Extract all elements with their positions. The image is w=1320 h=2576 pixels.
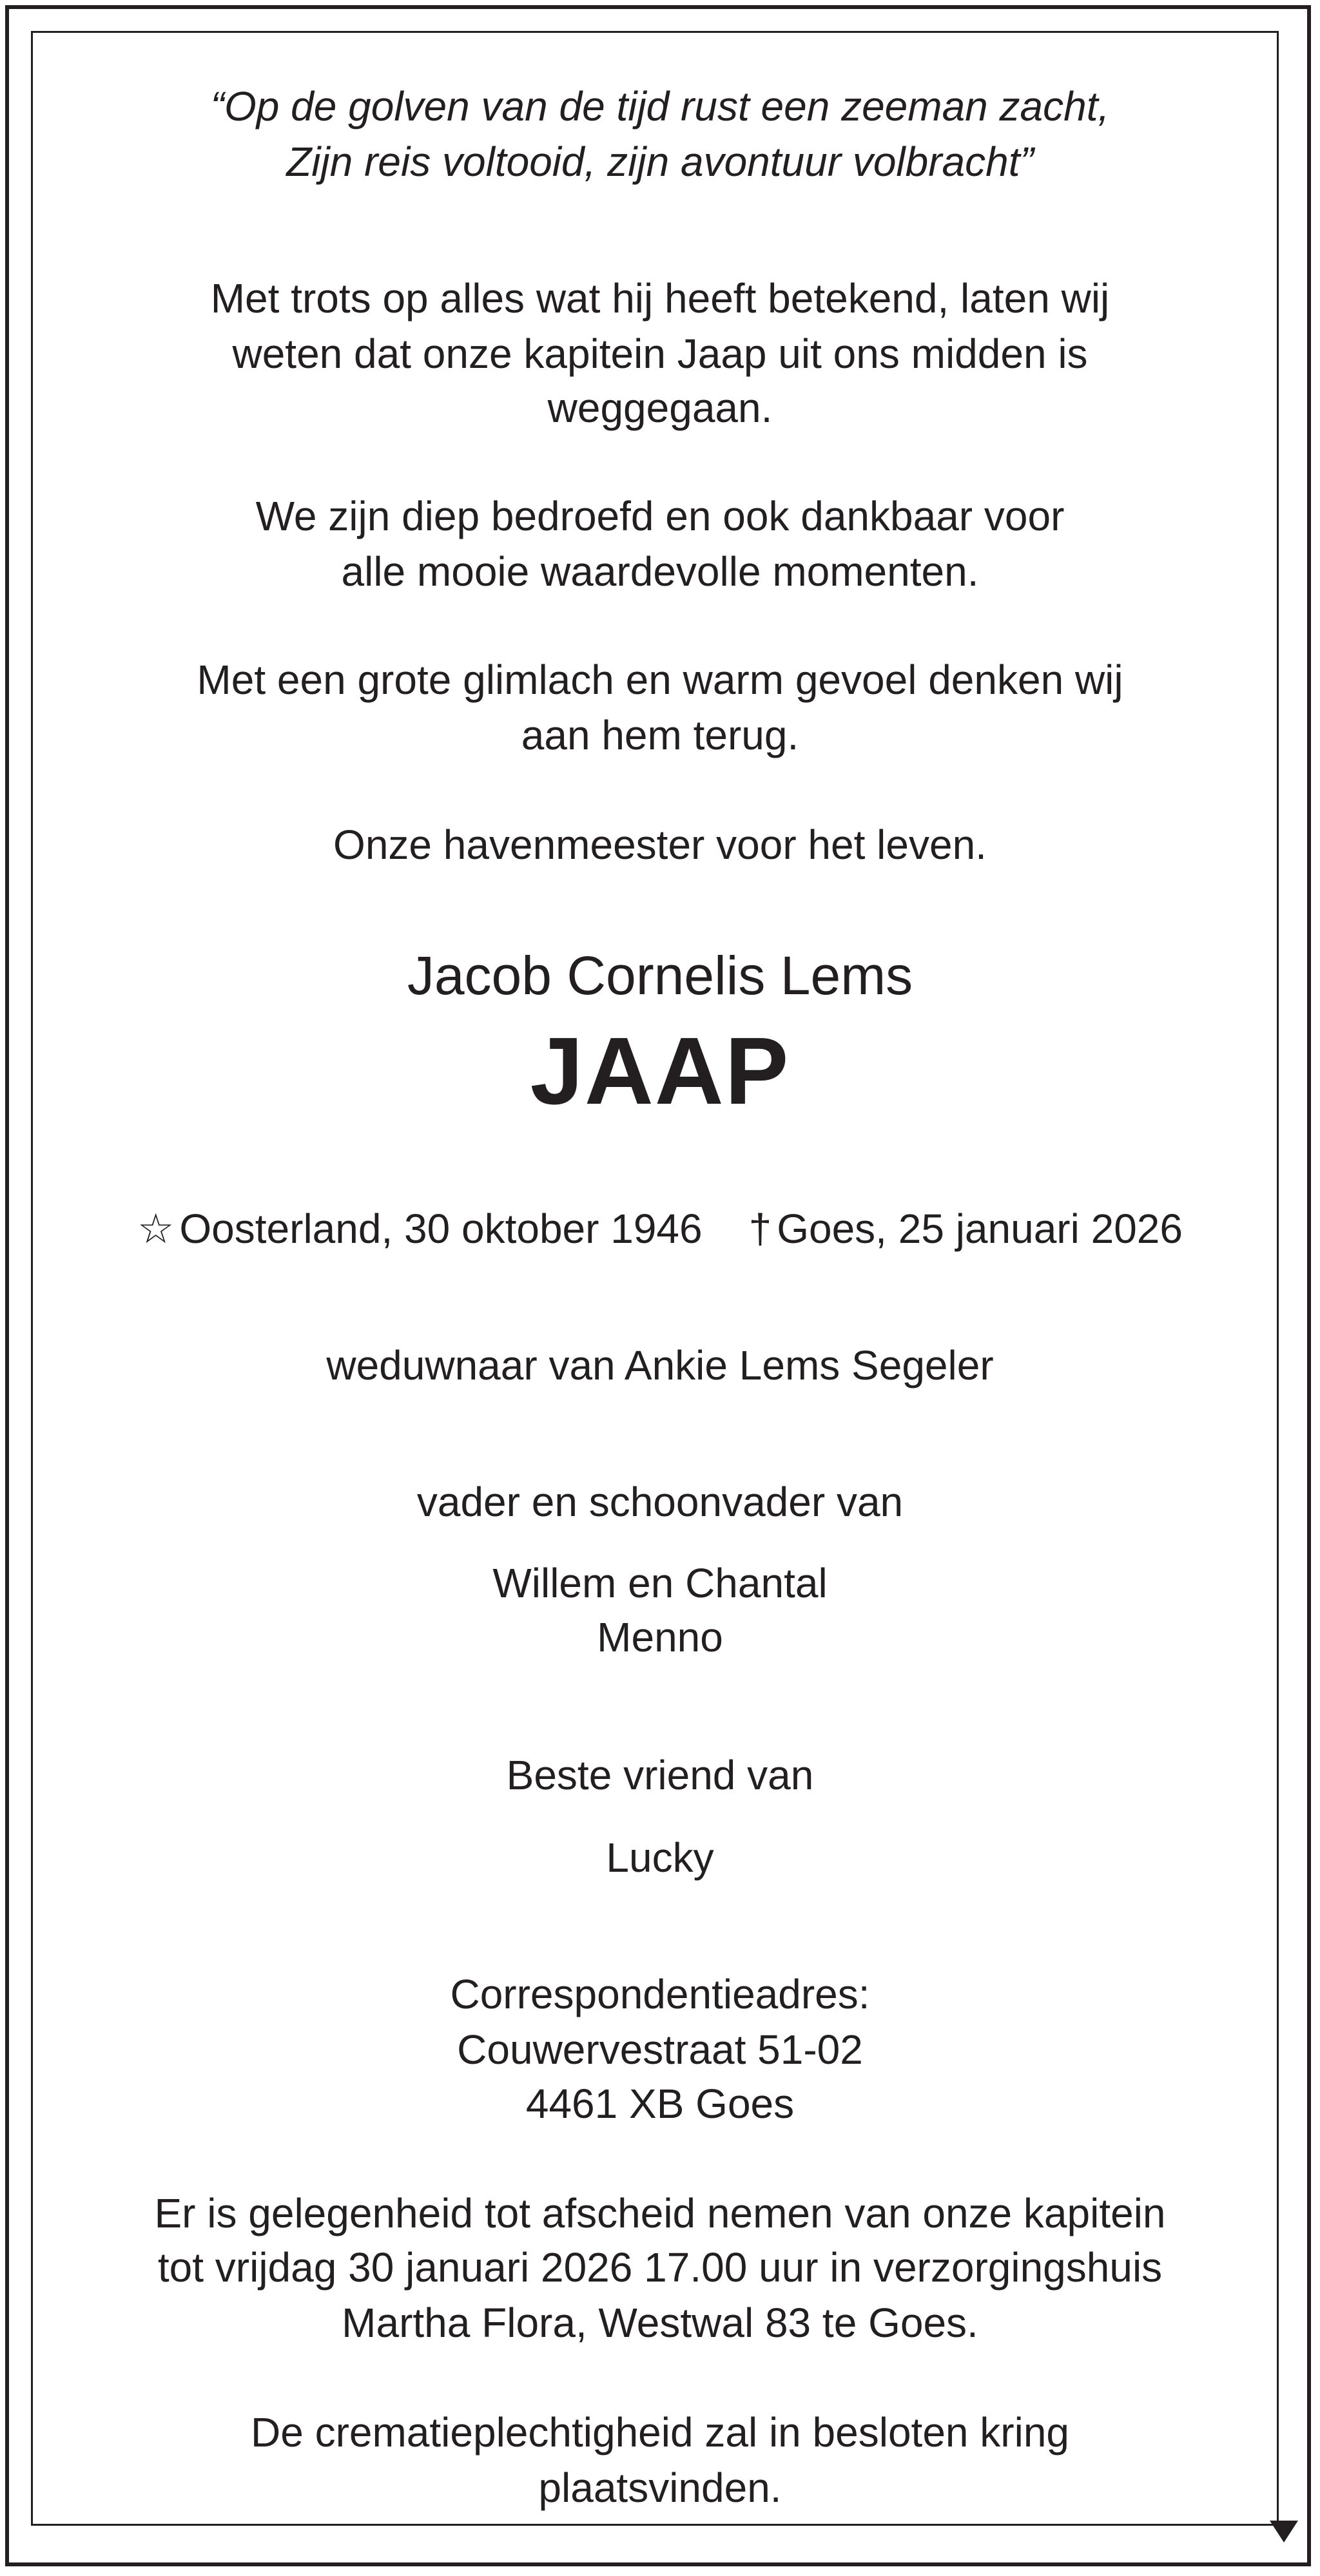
paragraph-1-line-3: weggegaan. — [547, 385, 773, 431]
quote-line-2: Zijn reis voltooid, zijn avontuur volbracht” — [286, 139, 1034, 185]
correspondence-label: Correspondentieadres: — [450, 1971, 870, 2017]
paragraph-3-line-1: Met een grote glimlach en warm gevoel denken wij — [197, 657, 1123, 703]
child-1: Willem en Chantal — [492, 1560, 828, 1606]
farewell-line-2: tot vrijdag 30 januari 2026 17.00 uur in verzorgingshuis — [157, 2244, 1163, 2291]
farewell-line-1: Er is gelegenheid tot afscheid nemen van onze kapitein — [154, 2190, 1166, 2236]
cremation-line-2: plaatsvinden. — [538, 2465, 782, 2511]
life-dates — [0, 1201, 1320, 1256]
paragraph-1-line-2: weten dat onze kapitein Jaap uit ons midden is — [232, 331, 1088, 377]
deceased-full-name: Jacob Cornelis Lems — [407, 945, 913, 1006]
friend-name: Lucky — [606, 1834, 714, 1881]
child-2: Menno — [597, 1614, 723, 1660]
paragraph-3-line-2: aan hem terug. — [521, 712, 799, 758]
paragraph-1-line-1: Met trots op alles wat hij heeft betekend, laten wij — [210, 275, 1110, 322]
farewell-line-3: Martha Flora, Westwal 83 te Goes. — [342, 2300, 978, 2346]
scroll-down-arrow-icon[interactable] — [1270, 2521, 1298, 2542]
star-icon: ☆ — [137, 1206, 175, 1252]
dagger-icon: † — [748, 1206, 772, 1252]
cremation-line-1: De crematieplechtigheid zal in besloten kring — [250, 2409, 1070, 2456]
paragraph-4: Onze havenmeester voor het leven. — [333, 822, 987, 868]
birth-date: Oosterland, 30 oktober 1946 — [179, 1206, 703, 1252]
friend-label: Beste vriend van — [506, 1752, 814, 1798]
widower-line: weduwnaar van Ankie Lems Segeler — [326, 1342, 994, 1389]
paragraph-2-line-2: alle mooie waardevolle momenten. — [341, 548, 979, 595]
correspondence-city: 4461 XB Goes — [525, 2081, 795, 2127]
death-date: Goes, 25 januari 2026 — [777, 1206, 1183, 1252]
paragraph-2-line-1: We zijn diep bedroefd en ook dankbaar voor — [255, 493, 1065, 539]
correspondence-street: Couwervestraat 51-02 — [457, 2026, 863, 2073]
quote-line-1: “Op de golven van de tijd rust een zeeman zacht, — [210, 83, 1110, 130]
deceased-call-name: JAAP — [530, 1018, 790, 1124]
father-label: vader en schoonvader van — [416, 1479, 904, 1525]
